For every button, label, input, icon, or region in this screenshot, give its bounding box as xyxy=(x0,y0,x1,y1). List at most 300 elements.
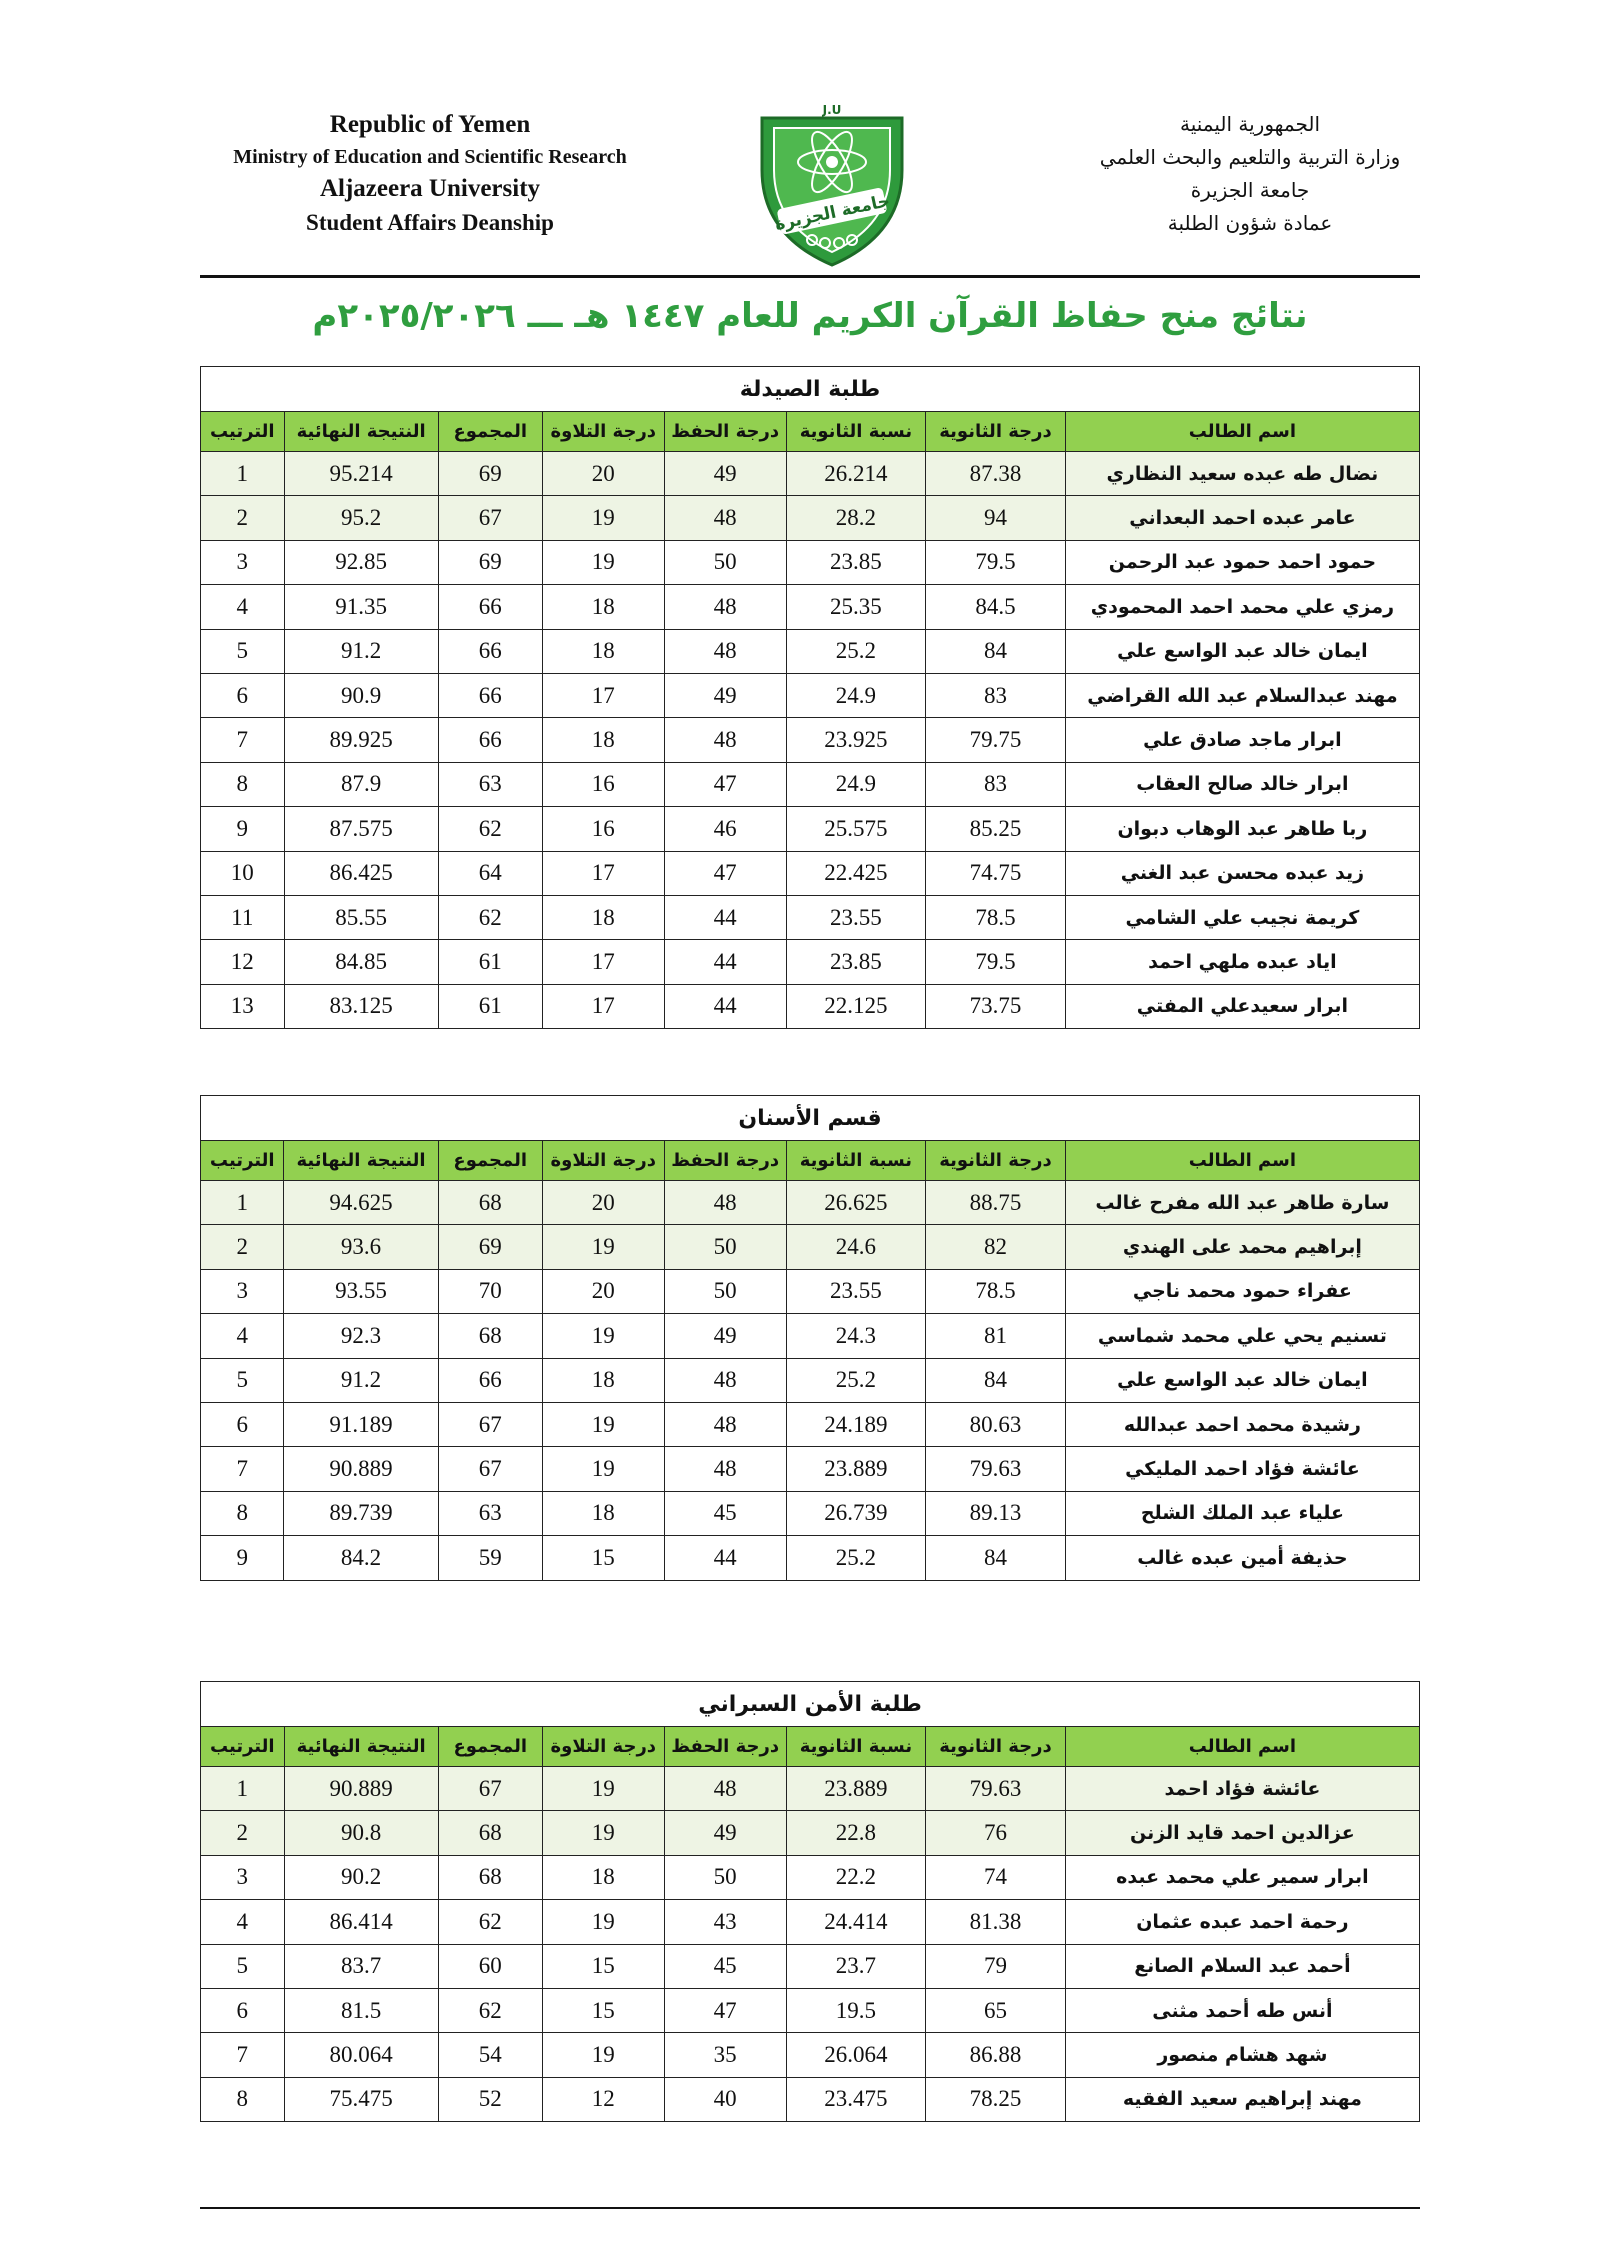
table-row xyxy=(201,762,1420,806)
table-cell: 67 xyxy=(438,496,542,540)
table-cell: 23.55 xyxy=(786,1269,926,1313)
table-cell: 65 xyxy=(926,1988,1066,2032)
table-cell: 67 xyxy=(438,1447,542,1491)
ministry-name-ar: وزارة التربية والتلعيم والبحث العلمي xyxy=(1099,145,1401,169)
table-cell: 16 xyxy=(542,807,664,851)
table-cell: 26.214 xyxy=(786,452,926,496)
table-cell: 19 xyxy=(542,1900,664,1944)
column-header: درجة الحفظ xyxy=(664,1141,786,1181)
table-cell: 6 xyxy=(201,1402,284,1446)
student-name-cell: عفراء حمود محمد ناجي xyxy=(1065,1269,1419,1313)
table-cell: 6 xyxy=(201,1988,285,2032)
table-cell: 25.575 xyxy=(786,807,926,851)
table-row xyxy=(201,1402,1420,1446)
column-header: المجموع xyxy=(438,412,542,452)
student-name-cell: رمزي علي محمد احمد المحمودي xyxy=(1065,585,1419,629)
table-cell: 79 xyxy=(926,1944,1066,1988)
table-cell: 25.2 xyxy=(786,1536,926,1580)
table-cell: 11 xyxy=(201,895,285,939)
column-header: درجة الحفظ xyxy=(664,412,786,452)
table-cell: 8 xyxy=(201,1491,284,1535)
table-cell: 24.414 xyxy=(786,1900,926,1944)
table-row xyxy=(201,2033,1420,2077)
table-cell: 18 xyxy=(542,1358,664,1402)
table-cell: 7 xyxy=(201,718,285,762)
table-cell: 24.9 xyxy=(786,673,926,717)
table-cell: 10 xyxy=(201,851,285,895)
table-cell: 80.064 xyxy=(284,2033,438,2077)
column-header: الترتيب xyxy=(201,412,285,452)
table-cell: 90.9 xyxy=(284,673,438,717)
student-name-cell: عزالدين احمد قايد الزنن xyxy=(1065,1811,1419,1855)
column-header: درجة التلاوة xyxy=(542,1141,664,1181)
column-header: درجة الثانوية xyxy=(926,412,1066,452)
table-cell: 28.2 xyxy=(786,496,926,540)
table-row xyxy=(201,1447,1420,1491)
table-cell: 17 xyxy=(542,940,664,984)
student-name-cell: ابرار سعيدعلي المفتي xyxy=(1065,984,1419,1028)
table-cell: 67 xyxy=(438,1402,542,1446)
table-cell: 19 xyxy=(542,1811,664,1855)
table-cell: 47 xyxy=(664,762,786,806)
table-cell: 7 xyxy=(201,2033,285,2077)
table-cell: 64 xyxy=(438,851,542,895)
table-cell: 19 xyxy=(542,540,664,584)
column-header: درجة التلاوة xyxy=(542,1727,664,1767)
table-cell: 83 xyxy=(926,673,1066,717)
table-cell: 40 xyxy=(664,2077,786,2121)
table-row xyxy=(201,673,1420,717)
table-cell: 81.5 xyxy=(284,1988,438,2032)
student-name-cell: أنس طه أحمد مثنى xyxy=(1065,1988,1419,2032)
table-cell: 93.6 xyxy=(284,1225,438,1269)
table-cell: 48 xyxy=(664,1402,786,1446)
column-header: النتيجة النهائية xyxy=(284,1141,438,1181)
table-cell: 18 xyxy=(542,895,664,939)
table-cell: 79.5 xyxy=(926,540,1066,584)
student-name-cell: حمود احمد حمود عبد الرحمن xyxy=(1065,540,1419,584)
student-name-cell: شهد هشام منصور xyxy=(1065,2033,1419,2077)
table-cell: 90.889 xyxy=(284,1767,438,1811)
student-name-cell: ايمان خالد عبد الواسع علي xyxy=(1065,1358,1419,1402)
table-cell: 89.925 xyxy=(284,718,438,762)
table-cell: 92.3 xyxy=(284,1314,438,1358)
table-cell: 94.625 xyxy=(284,1181,438,1225)
column-header: اسم الطالب xyxy=(1065,1727,1419,1767)
table-cell: 48 xyxy=(664,585,786,629)
table-cell: 4 xyxy=(201,585,285,629)
table-cell: 24.6 xyxy=(786,1225,926,1269)
table-cell: 48 xyxy=(664,1447,786,1491)
table-cell: 8 xyxy=(201,2077,285,2121)
table-cell: 22.8 xyxy=(786,1811,926,1855)
table-cell: 12 xyxy=(542,2077,664,2121)
section-title: قسم الأسنان xyxy=(201,1096,1420,1141)
table-cell: 73.75 xyxy=(926,984,1066,1028)
table-cell: 90.8 xyxy=(284,1811,438,1855)
student-name-cell: سارة طاهر عبد الله مفرح غالب xyxy=(1065,1181,1419,1225)
table-cell: 95.2 xyxy=(284,496,438,540)
table-cell: 94 xyxy=(926,496,1066,540)
table-row xyxy=(201,1900,1420,1944)
table-cell: 22.2 xyxy=(786,1855,926,1899)
table-cell: 88.75 xyxy=(926,1181,1066,1225)
table-cell: 95.214 xyxy=(284,452,438,496)
table-cell: 8 xyxy=(201,762,285,806)
table-cell: 75.475 xyxy=(284,2077,438,2121)
table-row xyxy=(201,1225,1420,1269)
table-cell: 18 xyxy=(542,629,664,673)
table-cell: 17 xyxy=(542,984,664,1028)
table-cell: 1 xyxy=(201,452,285,496)
table-cell: 48 xyxy=(664,496,786,540)
section-title: طلبة الأمن السبراني xyxy=(201,1682,1420,1727)
column-header: الترتيب xyxy=(201,1141,284,1181)
table-cell: 5 xyxy=(201,1944,285,1988)
results-table-cybersecurity xyxy=(200,1681,1420,2122)
table-cell: 84 xyxy=(926,1536,1066,1580)
table-cell: 45 xyxy=(664,1944,786,1988)
table-cell: 84.5 xyxy=(926,585,1066,629)
table-cell: 3 xyxy=(201,1269,284,1313)
table-cell: 19 xyxy=(542,1767,664,1811)
table-cell: 84 xyxy=(926,1358,1066,1402)
table-row xyxy=(201,807,1420,851)
table-cell: 69 xyxy=(438,1225,542,1269)
table-cell: 23.889 xyxy=(786,1447,926,1491)
table-cell: 59 xyxy=(438,1536,542,1580)
table-cell: 74.75 xyxy=(926,851,1066,895)
table-cell: 3 xyxy=(201,1855,285,1899)
results-table-pharmacy xyxy=(200,366,1420,1029)
deanship-name-ar: عمادة شؤون الطلبة xyxy=(1167,211,1333,235)
column-header: النتيجة النهائية xyxy=(284,412,438,452)
table-cell: 85.55 xyxy=(284,895,438,939)
table-cell: 24.9 xyxy=(786,762,926,806)
table-cell: 66 xyxy=(438,1358,542,1402)
table-cell: 15 xyxy=(542,1988,664,2032)
column-header: نسبة الثانوية xyxy=(786,412,926,452)
table-cell: 91.2 xyxy=(284,629,438,673)
table-row xyxy=(201,2077,1420,2121)
table-row xyxy=(201,1491,1420,1535)
header-arabic xyxy=(1080,108,1420,240)
table-row xyxy=(201,1855,1420,1899)
deanship-name-en: Student Affairs Deanship xyxy=(306,210,554,235)
table-cell: 15 xyxy=(542,1944,664,1988)
table-cell: 22.425 xyxy=(786,851,926,895)
student-name-cell: حذيفة أمين عبده غالب xyxy=(1065,1536,1419,1580)
table-cell: 19 xyxy=(542,1225,664,1269)
table-cell: 12 xyxy=(201,940,285,984)
table-cell: 66 xyxy=(438,718,542,762)
table-cell: 92.85 xyxy=(284,540,438,584)
table-cell: 76 xyxy=(926,1811,1066,1855)
table-cell: 24.3 xyxy=(786,1314,926,1358)
table-cell: 61 xyxy=(438,940,542,984)
table-cell: 84 xyxy=(926,629,1066,673)
table-row xyxy=(201,1811,1420,1855)
table-cell: 62 xyxy=(438,807,542,851)
table-cell: 60 xyxy=(438,1944,542,1988)
table-row xyxy=(201,629,1420,673)
header-english xyxy=(200,108,660,240)
table-row xyxy=(201,452,1420,496)
column-header: المجموع xyxy=(438,1141,542,1181)
student-name-cell: عائشة فؤاد احمد xyxy=(1065,1767,1419,1811)
student-name-cell: ابرار ماجد صادق علي xyxy=(1065,718,1419,762)
table-cell: 2 xyxy=(201,1225,284,1269)
table-cell: 44 xyxy=(664,984,786,1028)
table-cell: 93.55 xyxy=(284,1269,438,1313)
student-name-cell: رشيدة محمد احمد عبدالله xyxy=(1065,1402,1419,1446)
table-cell: 2 xyxy=(201,1811,285,1855)
student-name-cell: كريمة نجيب علي الشامي xyxy=(1065,895,1419,939)
table-cell: 25.35 xyxy=(786,585,926,629)
table-cell: 23.475 xyxy=(786,2077,926,2121)
table-cell: 1 xyxy=(201,1181,284,1225)
table-cell: 62 xyxy=(438,1988,542,2032)
country-name-en: Republic of Yemen xyxy=(329,111,531,138)
column-header: نسبة الثانوية xyxy=(786,1727,926,1767)
table-cell: 79.63 xyxy=(926,1447,1066,1491)
table-cell: 69 xyxy=(438,452,542,496)
table-cell: 84.2 xyxy=(284,1536,438,1580)
table-cell: 79.75 xyxy=(926,718,1066,762)
table-row xyxy=(201,1269,1420,1313)
table-cell: 35 xyxy=(664,2033,786,2077)
table-cell: 91.189 xyxy=(284,1402,438,1446)
table-cell: 23.925 xyxy=(786,718,926,762)
table-row xyxy=(201,540,1420,584)
table-cell: 4 xyxy=(201,1314,284,1358)
table-cell: 5 xyxy=(201,1358,284,1402)
table-cell: 67 xyxy=(438,1767,542,1811)
student-name-cell: أحمد عبد السلام الصانع xyxy=(1065,1944,1419,1988)
table-cell: 50 xyxy=(664,1269,786,1313)
table-cell: 7 xyxy=(201,1447,284,1491)
table-cell: 22.125 xyxy=(786,984,926,1028)
table-cell: 15 xyxy=(542,1536,664,1580)
table-cell: 25.2 xyxy=(786,629,926,673)
table-cell: 49 xyxy=(664,1314,786,1358)
table-cell: 84.85 xyxy=(284,940,438,984)
column-header: درجة الثانوية xyxy=(926,1141,1066,1181)
table-cell: 50 xyxy=(664,1855,786,1899)
table-cell: 87.38 xyxy=(926,452,1066,496)
column-header: درجة التلاوة xyxy=(542,412,664,452)
table-cell: 54 xyxy=(438,2033,542,2077)
table-cell: 47 xyxy=(664,851,786,895)
table-cell: 79.63 xyxy=(926,1767,1066,1811)
table-cell: 26.064 xyxy=(786,2033,926,2077)
table-cell: 70 xyxy=(438,1269,542,1313)
table-cell: 23.85 xyxy=(786,540,926,584)
table-cell: 4 xyxy=(201,1900,285,1944)
table-row xyxy=(201,940,1420,984)
table-cell: 26.739 xyxy=(786,1491,926,1535)
table-cell: 50 xyxy=(664,540,786,584)
table-row xyxy=(201,1944,1420,1988)
student-name-cell: مهند عبدالسلام عبد الله القراضي xyxy=(1065,673,1419,717)
table-cell: 44 xyxy=(664,895,786,939)
table-cell: 61 xyxy=(438,984,542,1028)
column-header: الترتيب xyxy=(201,1727,285,1767)
table-row xyxy=(201,1988,1420,2032)
table-cell: 89.13 xyxy=(926,1491,1066,1535)
table-cell: 18 xyxy=(542,718,664,762)
table-cell: 17 xyxy=(542,851,664,895)
table-cell: 50 xyxy=(664,1225,786,1269)
table-cell: 48 xyxy=(664,718,786,762)
table-cell: 49 xyxy=(664,452,786,496)
logo-abbreviation: J.U xyxy=(822,103,842,117)
table-cell: 43 xyxy=(664,1900,786,1944)
table-cell: 86.414 xyxy=(284,1900,438,1944)
table-cell: 90.2 xyxy=(284,1855,438,1899)
table-cell: 20 xyxy=(542,1181,664,1225)
table-cell: 83 xyxy=(926,762,1066,806)
student-name-cell: مهند إبراهيم سعيد الفقيه xyxy=(1065,2077,1419,2121)
table-cell: 90.889 xyxy=(284,1447,438,1491)
table-row xyxy=(201,718,1420,762)
table-cell: 66 xyxy=(438,585,542,629)
table-cell: 1 xyxy=(201,1767,285,1811)
table-cell: 81 xyxy=(926,1314,1066,1358)
column-header: درجة الثانوية xyxy=(926,1727,1066,1767)
table-cell: 19 xyxy=(542,1447,664,1491)
column-header: النتيجة النهائية xyxy=(284,1727,438,1767)
table-cell: 47 xyxy=(664,1988,786,2032)
table-cell: 3 xyxy=(201,540,285,584)
table-cell: 62 xyxy=(438,1900,542,1944)
table-cell: 20 xyxy=(542,1269,664,1313)
table-cell: 89.739 xyxy=(284,1491,438,1535)
page-title: نتائج منح حفاظ القرآن الكريم للعام ١٤٤٧ هـ ـــ ٢٠٢٥/٢٠٢٦م xyxy=(312,296,1308,336)
table-row xyxy=(201,1536,1420,1580)
student-name-cell: اياد عبده ملهي احمد xyxy=(1065,940,1419,984)
table-cell: 78.25 xyxy=(926,2077,1066,2121)
table-row xyxy=(201,895,1420,939)
student-name-cell: زيد عبده محسن عبد الغني xyxy=(1065,851,1419,895)
table-row xyxy=(201,1767,1420,1811)
table-cell: 25.2 xyxy=(786,1358,926,1402)
table-row xyxy=(201,984,1420,1028)
table-cell: 87.575 xyxy=(284,807,438,851)
table-cell: 48 xyxy=(664,1767,786,1811)
country-name-ar: الجمهورية اليمنية xyxy=(1179,112,1321,136)
table-cell: 44 xyxy=(664,1536,786,1580)
university-logo xyxy=(752,100,912,270)
table-cell: 24.189 xyxy=(786,1402,926,1446)
section-title: طلبة الصيدلة xyxy=(201,367,1420,412)
table-cell: 86.88 xyxy=(926,2033,1066,2077)
table-cell: 68 xyxy=(438,1181,542,1225)
table-cell: 46 xyxy=(664,807,786,851)
table-row xyxy=(201,851,1420,895)
table-cell: 23.85 xyxy=(786,940,926,984)
table-cell: 20 xyxy=(542,452,664,496)
table-cell: 19 xyxy=(542,1402,664,1446)
table-cell: 62 xyxy=(438,895,542,939)
ministry-name-en: Ministry of Education and Scientific Research xyxy=(233,146,627,168)
table-row xyxy=(201,1181,1420,1225)
table-cell: 16 xyxy=(542,762,664,806)
table-cell: 66 xyxy=(438,673,542,717)
student-name-cell: إبراهيم محمد على الهندي xyxy=(1065,1225,1419,1269)
table-cell: 19.5 xyxy=(786,1988,926,2032)
table-cell: 79.5 xyxy=(926,940,1066,984)
student-name-cell: ابرار خالد صالح العقاب xyxy=(1065,762,1419,806)
table-cell: 17 xyxy=(542,673,664,717)
student-name-cell: عامر عبده احمد البعداني xyxy=(1065,496,1419,540)
table-row xyxy=(201,1314,1420,1358)
table-cell: 19 xyxy=(542,2033,664,2077)
table-cell: 44 xyxy=(664,940,786,984)
table-cell: 18 xyxy=(542,1855,664,1899)
table-cell: 87.9 xyxy=(284,762,438,806)
column-header: المجموع xyxy=(438,1727,542,1767)
table-cell: 45 xyxy=(664,1491,786,1535)
student-name-cell: ربا طاهر عبد الوهاب دبوان xyxy=(1065,807,1419,851)
table-cell: 81.38 xyxy=(926,1900,1066,1944)
student-name-cell: نضال طه عبده سعيد النظاري xyxy=(1065,452,1419,496)
table-row xyxy=(201,496,1420,540)
student-name-cell: عائشة فؤاد احمد المليكي xyxy=(1065,1447,1419,1491)
table-cell: 19 xyxy=(542,1314,664,1358)
university-name-ar: جامعة الجزيرة xyxy=(1190,178,1310,202)
student-name-cell: رحمة احمد عبده عثمان xyxy=(1065,1900,1419,1944)
student-name-cell: ابرار سمير علي محمد عبده xyxy=(1065,1855,1419,1899)
table-cell: 6 xyxy=(201,673,285,717)
table-cell: 9 xyxy=(201,1536,284,1580)
table-cell: 49 xyxy=(664,1811,786,1855)
table-cell: 66 xyxy=(438,629,542,673)
table-cell: 2 xyxy=(201,496,285,540)
logo-arabic-text: جامعة الجزيرة xyxy=(773,191,892,235)
table-cell: 48 xyxy=(664,629,786,673)
table-cell: 5 xyxy=(201,629,285,673)
table-cell: 18 xyxy=(542,585,664,629)
column-header: اسم الطالب xyxy=(1065,412,1419,452)
footer-divider xyxy=(200,2207,1420,2209)
table-cell: 23.55 xyxy=(786,895,926,939)
table-cell: 18 xyxy=(542,1491,664,1535)
table-cell: 23.889 xyxy=(786,1767,926,1811)
table-cell: 13 xyxy=(201,984,285,1028)
table-cell: 86.425 xyxy=(284,851,438,895)
table-cell: 78.5 xyxy=(926,1269,1066,1313)
table-cell: 83.125 xyxy=(284,984,438,1028)
table-cell: 63 xyxy=(438,762,542,806)
table-cell: 19 xyxy=(542,496,664,540)
table-cell: 82 xyxy=(926,1225,1066,1269)
table-cell: 48 xyxy=(664,1181,786,1225)
column-header: درجة الحفظ xyxy=(664,1727,786,1767)
table-cell: 83.7 xyxy=(284,1944,438,1988)
table-row xyxy=(201,585,1420,629)
table-cell: 23.7 xyxy=(786,1944,926,1988)
column-header: نسبة الثانوية xyxy=(786,1141,926,1181)
table-cell: 80.63 xyxy=(926,1402,1066,1446)
university-name-en: Aljazeera University xyxy=(319,175,541,202)
table-cell: 91.35 xyxy=(284,585,438,629)
results-table-dentistry xyxy=(200,1095,1420,1581)
table-cell: 74 xyxy=(926,1855,1066,1899)
table-cell: 68 xyxy=(438,1811,542,1855)
header-divider xyxy=(200,275,1420,278)
table-cell: 69 xyxy=(438,540,542,584)
